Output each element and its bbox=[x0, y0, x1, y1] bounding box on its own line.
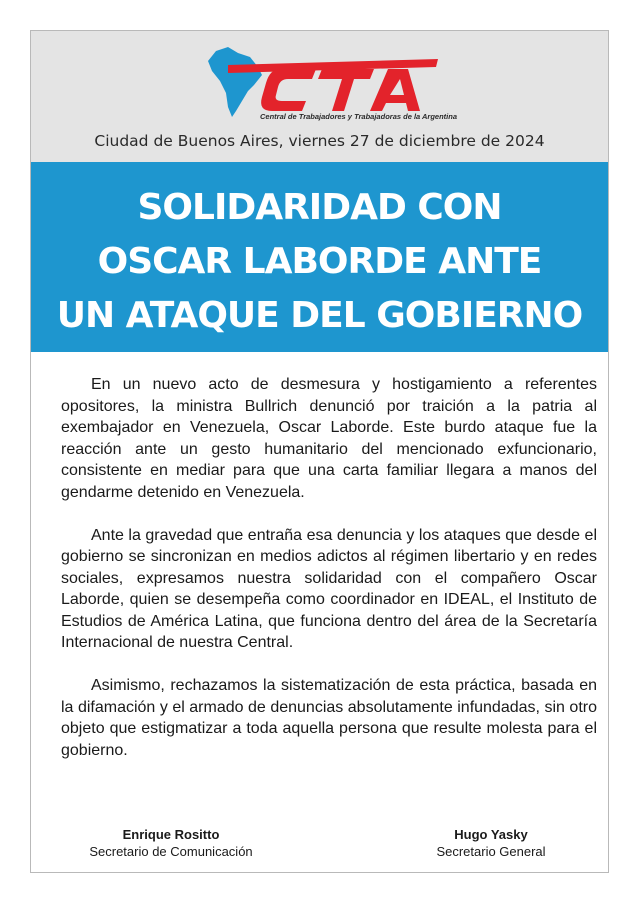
cta-logo bbox=[188, 41, 448, 119]
logo-text: CTA bbox=[340, 77, 342, 78]
paragraph: En un nuevo acto de desmesura y hostigamiento a referentes opositores, la ministra Bullrich denunció por traición a la patria al exembajador en Venezuela, Oscar Laborde. Este burdo ataque fue la reacción ante un gesto humanitario del mencionado exfuncionario, consistente en mediar para que una carta familiar llegara a manos del gendarme detenido en Venezuela. bbox=[61, 376, 597, 501]
page-title bbox=[31, 162, 608, 343]
title-line: UN ATAQUE DEL GOBIERNO bbox=[56, 295, 583, 336]
paragraph: Ante la gravedad que entraña esa denuncia y los ataques que desde el gobierno se sincronizan en medios adictos al régimen libertario y en redes sociales, expresamos nuestra solidaridad con el compañero Oscar Laborde, quien se desempeña como coordinador en IDEAL, el Instituto de Estudios de América Latina, que funciona dentro del área de la Secretaría Internacional de nuestra Central. bbox=[61, 526, 597, 651]
signature-name: Enrique Rositto bbox=[122, 827, 220, 842]
signature-left bbox=[86, 826, 256, 860]
logo-subtitle: Central de Trabajadores y Trabajadoras de la Argentina bbox=[260, 112, 458, 121]
title-line: OSCAR LABORDE ANTE bbox=[97, 241, 542, 282]
press-release-page bbox=[30, 30, 609, 873]
south-america-map-icon bbox=[208, 47, 262, 117]
signature-right bbox=[431, 826, 551, 860]
header bbox=[31, 31, 608, 162]
signature-role: Secretario de Comunicación bbox=[89, 844, 253, 859]
body-text bbox=[61, 374, 597, 783]
paragraph: Asimismo, rechazamos la sistematización de esta práctica, basada en la difamación y el armado de denuncias absolutamente infundadas, sin otro objeto que estigmatizar a toda aquella persona que resulte molesta para el gobierno. bbox=[61, 677, 597, 759]
signature-role: Secretario General bbox=[436, 844, 546, 859]
dateline: Ciudad de Buenos Aires, viernes 27 de diciembre de 2024 bbox=[94, 132, 545, 150]
signature-name: Hugo Yasky bbox=[454, 827, 528, 842]
title-line: SOLIDARIDAD CON bbox=[137, 187, 502, 228]
title-banner bbox=[31, 162, 608, 352]
